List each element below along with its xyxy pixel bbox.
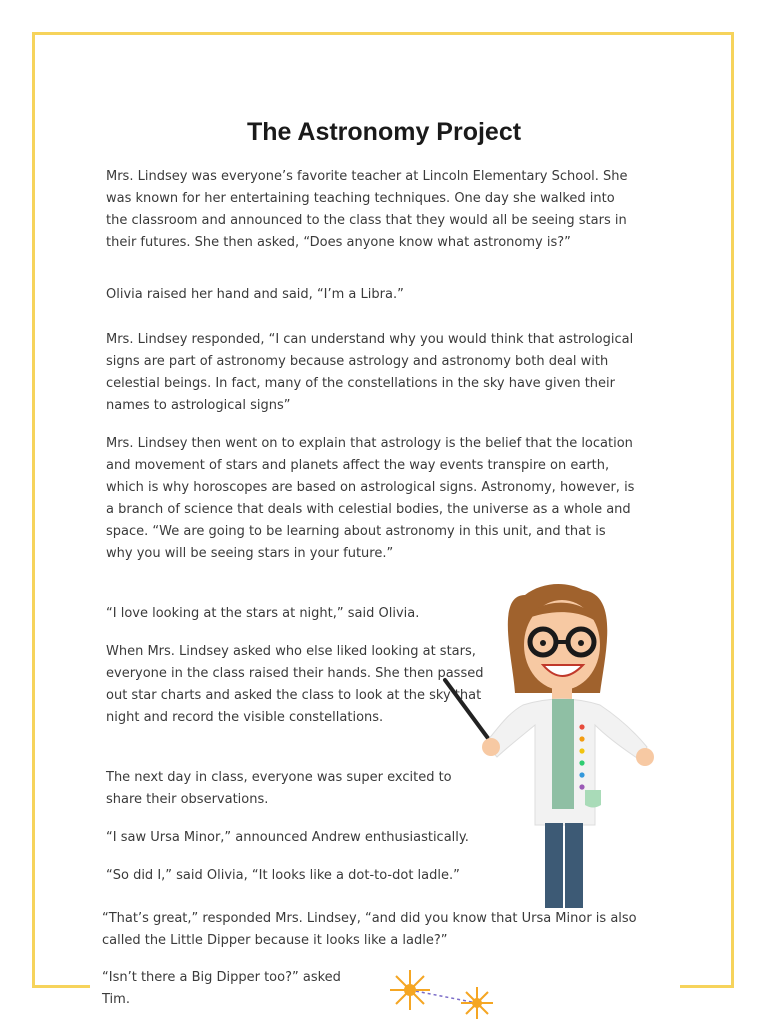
paragraph-ladle: “So did I,” said Olivia, “It looks like a dot-to-dot ladle.” (106, 868, 460, 883)
paragraph-little-dipper: “That’s great,” responded Mrs. Lindsey, “and did you know that Ursa Minor is also called the Little Dipper because it looks like a ladle?” (102, 911, 637, 948)
star-large-icon (390, 970, 430, 1010)
teacher-shirt (552, 699, 574, 809)
leg-right (565, 823, 583, 908)
hand-right (636, 748, 654, 766)
leg-left (545, 823, 563, 908)
hand-left (482, 738, 500, 756)
star-constellation-icon (385, 965, 505, 1024)
teacher-illustration (435, 575, 670, 910)
paragraph-intro: Mrs. Lindsey was everyone’s favorite teacher at Lincoln Elementary School. She was known for her entertaining teaching techniques. One day she walked into the classroom and announced to the class that they would all be seeing stars in their futures. She then asked, “Does anyone know what astronomy is?” (106, 169, 628, 250)
paragraph-big-dipper: “Isn’t there a Big Dipper too?” asked Tim. (102, 970, 341, 1007)
paragraph-next-day: The next day in class, everyone was super excited to share their observations. (106, 770, 452, 807)
paragraph-astrology-explained: Mrs. Lindsey then went on to explain that astrology is the belief that the location and movement of stars and planets affect the way events transpire on earth, which is why horoscopes are based on astrological signs. Astronomy, however, is a branch of science that deals with celestial bodies, the universe as a whole and space. “We are going to be learning about astronomy in this unit, and that is why you will be seeing stars in your future.” (106, 436, 635, 561)
paragraph-lindsey-response: Mrs. Lindsey responded, “I can understand why you would think that astrological signs are part of astronomy because astrology and astronomy both deal with celestial beings. In fact, many of the constellations in the sky have given their names to astrological signs” (106, 332, 634, 413)
paragraph-olivia-stars: “I love looking at the stars at night,” said Olivia. (106, 606, 420, 621)
page-title: The Astronomy Project (246, 118, 522, 146)
pointer-stick (445, 680, 493, 745)
star-small-icon (461, 987, 493, 1019)
paragraph-olivia-libra: Olivia raised her hand and said, “I’m a Libra.” (106, 287, 404, 302)
paragraph-star-charts: When Mrs. Lindsey asked who else liked looking at stars, everyone in the class raised their hands. She then passed out star charts and asked the class to look at the sky that night and record the visible constellations. (106, 644, 484, 725)
paragraph-andrew: “I saw Ursa Minor,” announced Andrew enthusiastically. (106, 830, 469, 845)
